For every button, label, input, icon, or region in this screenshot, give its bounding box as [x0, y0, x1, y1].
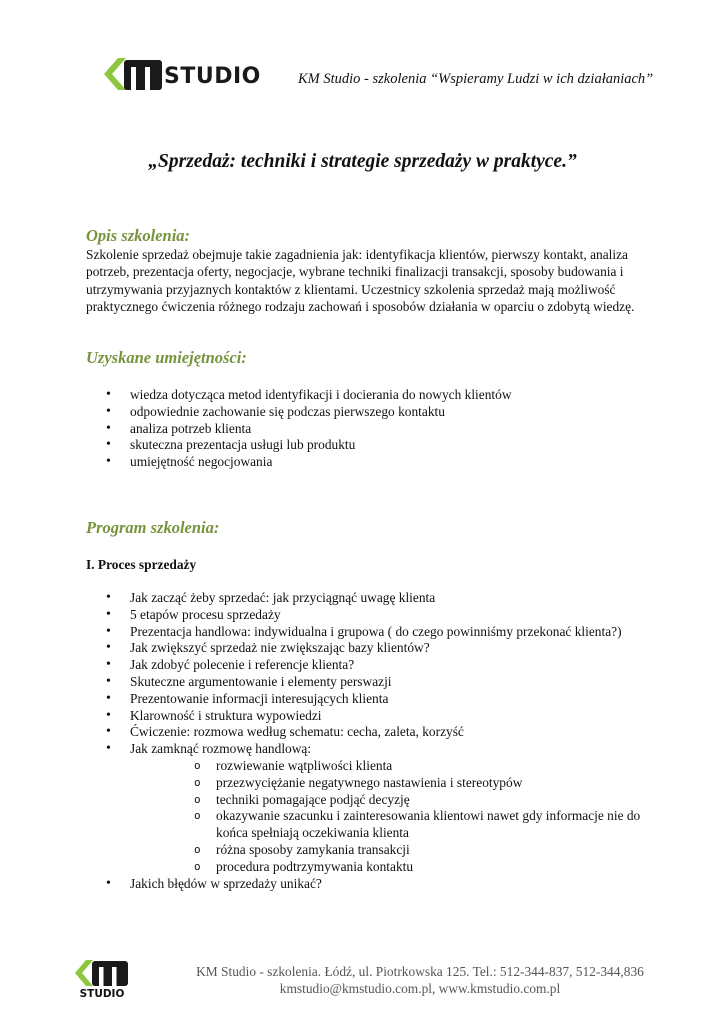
list-item: • skuteczna prezentacja usługi lub produktu	[86, 437, 646, 454]
umiejetnosci-heading: Uzyskane umiejętności:	[86, 348, 247, 367]
list-item: • wiedza dotycząca metod identyfikacji i docierania do nowych klientów	[86, 387, 646, 404]
header	[104, 54, 664, 94]
logo-studio-text: STUDIO	[164, 64, 261, 89]
footer-km-logo-icon	[75, 958, 129, 988]
sub-list-item: o rozwiewanie wątpliwości klienta	[130, 758, 646, 775]
sub-list-item: o przezwyciężanie negatywnego nastawienia i stereotypów	[130, 775, 646, 792]
footer-logo	[75, 958, 129, 1002]
umiejetnosci-list	[86, 387, 646, 471]
list-item: • 5 etapów procesu sprzedaży	[86, 607, 646, 624]
program-heading: Program szkolenia:	[86, 518, 220, 537]
km-logo-icon	[104, 54, 164, 94]
list-item: • analiza potrzeb klienta	[86, 421, 646, 438]
opis-heading: Opis szkolenia:	[86, 226, 191, 245]
page-title: „Sprzedaż: techniki i strategie sprzedaży w praktyce.”	[148, 151, 577, 172]
footer-line-1: KM Studio - szkolenia. Łódź, ul. Piotrkowska 125. Tel.: 512-344-837, 512-344,836	[196, 964, 644, 979]
sub-list	[130, 758, 646, 876]
program-list	[86, 590, 646, 892]
list-item: • Ćwiczenie: rozmowa według schematu: cecha, zaleta, korzyść	[86, 724, 646, 741]
sub-list-item: o procedura podtrzymywania kontaktu	[130, 859, 646, 876]
list-item-label: Jak zamknąć rozmowę handlową:	[130, 741, 312, 757]
list-item: • odpowiednie zachowanie się podczas pierwszego kontaktu	[86, 404, 646, 421]
list-item: • Prezentowanie informacji interesujących klienta	[86, 691, 646, 708]
list-item: • Prezentacja handlowa: indywidualna i grupowa ( do czego powinniśmy przekonać klienta?)	[86, 624, 646, 641]
footer-line-2: kmstudio@kmstudio.com.pl, www.kmstudio.com.pl	[279, 981, 561, 996]
list-item: • Jak zacząć żeby sprzedać: jak przyciągnąć uwagę klienta	[86, 590, 646, 607]
sub-list-item: o techniki pomagające podjąć decyzję	[130, 792, 646, 809]
list-item: • Jakich błędów w sprzedaży unikać?	[86, 876, 646, 893]
list-item	[86, 741, 646, 875]
footer-logo-studio-text: STUDIO	[79, 988, 125, 1000]
sub-list-item: o różna sposoby zamykania transakcji	[130, 842, 646, 859]
program-subheading: I. Proces sprzedaży	[86, 557, 197, 572]
sub-list-item: o okazywanie szacunku i zainteresowania klientowi nawet gdy informacje nie do końca spełniają oczekiwania klienta	[130, 808, 646, 842]
footer-contact	[170, 963, 670, 997]
opis-text: Szkolenie sprzedaż obejmuje takie zagadnienia jak: identyfikacja klientów, pierwszy kontakt, analiza potrzeb, prezentacja oferty, negocjacje, wybrane techniki finalizacji transakcji, sposoby budowania i utrzymywania przyjaznych kontaktów z klientami. Uczestnicy szkolenia sprzedaż mają możliwość praktycznego ćwiczenia różnego rodzaju zachowań i sposobów działania w oparciu o zdobytą wiedzę.	[86, 247, 635, 315]
header-tagline: KM Studio - szkolenia “Wspieramy Ludzi w ich działaniach”	[298, 71, 654, 87]
list-item: • Jak zdobyć polecenie i referencje klienta?	[86, 657, 646, 674]
list-item: • Klarowność i struktura wypowiedzi	[86, 708, 646, 725]
km-logo	[104, 54, 261, 99]
list-item: • Skuteczne argumentowanie i elementy perswazji	[86, 674, 646, 691]
list-item: • umiejętność negocjowania	[86, 454, 646, 471]
list-item: • Jak zwiększyć sprzedaż nie zwiększając bazy klientów?	[86, 640, 646, 657]
